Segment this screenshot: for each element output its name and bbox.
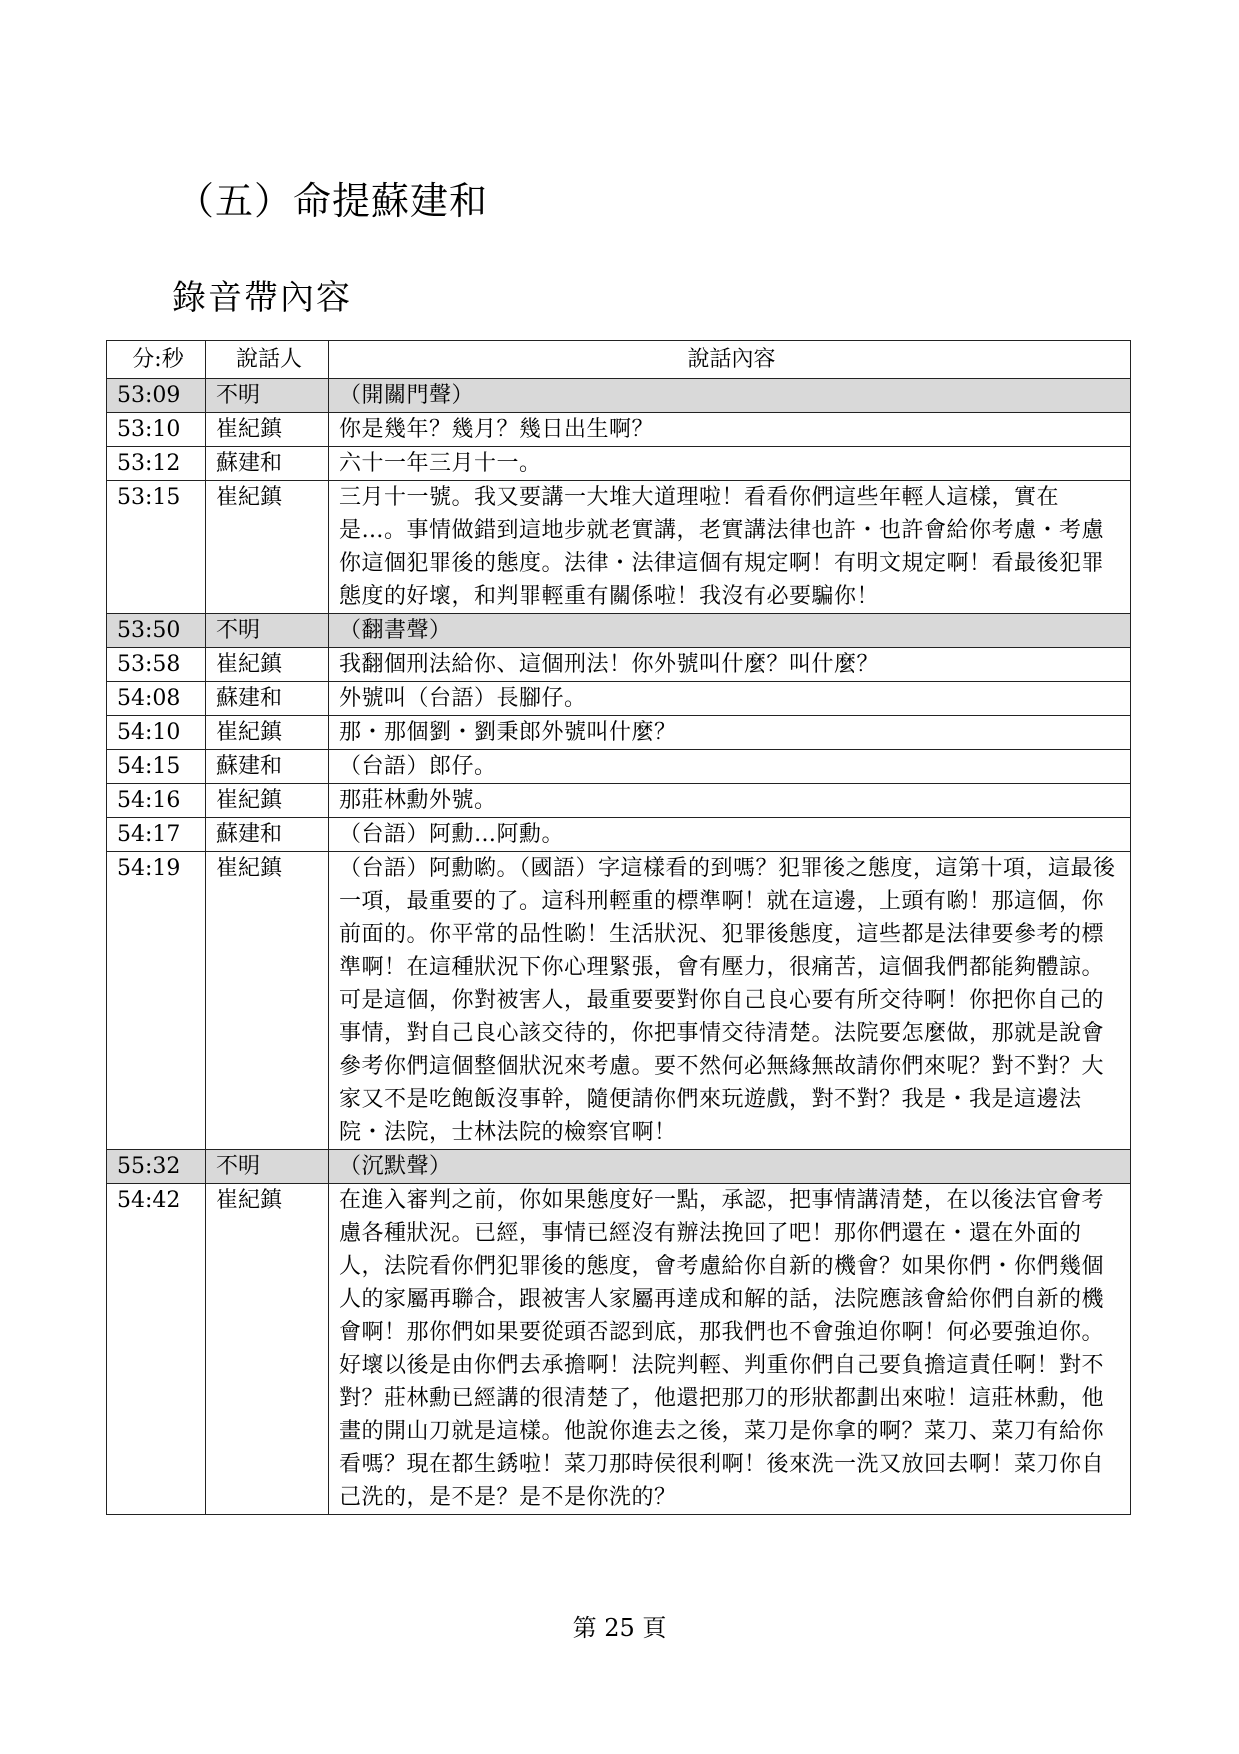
- transcript-body: [107, 379, 1131, 1515]
- row-speaker: 不明: [206, 1150, 329, 1184]
- header-speaker: 說話人: [206, 341, 329, 379]
- row-speaker: 崔紀鎮: [206, 481, 329, 614]
- row-speaker: 崔紀鎮: [206, 413, 329, 447]
- row-speaker: 崔紀鎮: [206, 852, 329, 1150]
- row-speaker: 蘇建和: [206, 682, 329, 716]
- row-time: 53:10: [107, 413, 206, 447]
- row-time: 54:08: [107, 682, 206, 716]
- table-row: [107, 413, 1131, 447]
- table-row: [107, 750, 1131, 784]
- row-speaker: 蘇建和: [206, 818, 329, 852]
- row-speaker: 蘇建和: [206, 750, 329, 784]
- transcript-table: [106, 340, 1131, 1515]
- row-content: 那莊林勳外號。: [329, 784, 1131, 818]
- row-content: （台語）郎仔。: [329, 750, 1131, 784]
- row-speaker: 崔紀鎮: [206, 648, 329, 682]
- row-content: 三月十一號。我又要講一大堆大道理啦！看看你們這些年輕人這樣，實在是…。事情做錯到這地步就老實講，老實講法律也許・也許會給你考慮・考慮你這個犯罪後的態度。法律・法律這個有規定啊！有明文規定啊！看最後犯罪態度的好壞，和判罪輕重有關係啦！我沒有必要騙你！: [329, 481, 1131, 614]
- table-header-row: [107, 341, 1131, 379]
- table-row: [107, 682, 1131, 716]
- row-content: 在進入審判之前，你如果態度好一點，承認，把事情講清楚，在以後法官會考慮各種狀況。已經，事情已經沒有辦法挽回了吧！那你們還在・還在外面的人，法院看你們犯罪後的態度，會考慮給你自新的機會？如果你們・你們幾個人的家屬再聯合，跟被害人家屬再達成和解的話，法院應該會給你們自新的機會啊！那你們如果要從頭否認到底，那我們也不會強迫你啊！何必要強迫你。好壞以後是由你們去承擔啊！法院判輕、判重你們自己要負擔這責任啊！對不對？莊林勳已經講的很清楚了，他還把那刀的形狀都劃出來啦！這莊林勳，他畫的開山刀就是這樣。他說你進去之後，菜刀是你拿的啊？菜刀、菜刀有給你看嗎？現在都生銹啦！菜刀那時侯很利啊！後來洗一洗又放回去啊！菜刀你自己洗的，是不是？是不是你洗的？: [329, 1184, 1131, 1515]
- row-content: （台語）阿勳…阿勳。: [329, 818, 1131, 852]
- row-speaker: 不明: [206, 614, 329, 648]
- row-time: 54:10: [107, 716, 206, 750]
- row-content: （沉默聲）: [329, 1150, 1131, 1184]
- table-row: [107, 1150, 1131, 1184]
- row-content: 六十一年三月十一。: [329, 447, 1131, 481]
- row-time: 55:32: [107, 1150, 206, 1184]
- row-speaker: 不明: [206, 379, 329, 413]
- row-time: 53:58: [107, 648, 206, 682]
- row-content: 外號叫（台語）長腳仔。: [329, 682, 1131, 716]
- row-content: 那・那個劉・劉秉郎外號叫什麼？: [329, 716, 1131, 750]
- row-time: 54:15: [107, 750, 206, 784]
- table-row: [107, 481, 1131, 614]
- row-time: 54:19: [107, 852, 206, 1150]
- row-time: 54:42: [107, 1184, 206, 1515]
- row-speaker: 崔紀鎮: [206, 784, 329, 818]
- page-number: 第 25 頁: [572, 1614, 667, 1642]
- table-row: [107, 818, 1131, 852]
- table-row: [107, 852, 1131, 1150]
- section-title: （五）命提蘇建和: [176, 179, 489, 223]
- row-content: （開關門聲）: [329, 379, 1131, 413]
- row-speaker: 崔紀鎮: [206, 1184, 329, 1515]
- header-content: 說話內容: [329, 341, 1131, 379]
- row-content: 我翻個刑法給你、這個刑法！你外號叫什麼？叫什麼？: [329, 648, 1131, 682]
- row-time: 53:09: [107, 379, 206, 413]
- table-row: [107, 447, 1131, 481]
- row-speaker: 蘇建和: [206, 447, 329, 481]
- row-time: 53:15: [107, 481, 206, 614]
- row-time: 53:50: [107, 614, 206, 648]
- table-row: [107, 1184, 1131, 1515]
- row-content: （翻書聲）: [329, 614, 1131, 648]
- row-speaker: 崔紀鎮: [206, 716, 329, 750]
- row-content: 你是幾年？幾月？幾日出生啊？: [329, 413, 1131, 447]
- table-row: [107, 716, 1131, 750]
- row-time: 54:17: [107, 818, 206, 852]
- row-time: 53:12: [107, 447, 206, 481]
- subtitle: 錄音帶內容: [172, 278, 352, 318]
- table-row: [107, 784, 1131, 818]
- table-row: [107, 379, 1131, 413]
- table-row: [107, 614, 1131, 648]
- table-row: [107, 648, 1131, 682]
- row-time: 54:16: [107, 784, 206, 818]
- row-content: （台語）阿勳喲。（國語）字這樣看的到嗎？犯罪後之態度，這第十項，這最後一項，最重要的了。這科刑輕重的標準啊！就在這邊，上頭有喲！那這個，你前面的。你平常的品性喲！生活狀況、犯罪後態度，這些都是法律要參考的標準啊！在這種狀況下你心理緊張，會有壓力，很痛苦，這個我們都能夠體諒。可是這個，你對被害人，最重要要對你自己良心要有所交待啊！你把你自己的事情，對自己良心該交待的，你把事情交待清楚。法院要怎麼做，那就是說會參考你們這個整個狀況來考慮。要不然何必無緣無故請你們來呢？對不對？大家又不是吃飽飯沒事幹，隨便請你們來玩遊戲，對不對？我是・我是這邊法院・法院，士林法院的檢察官啊！: [329, 852, 1131, 1150]
- header-time: 分:秒: [107, 341, 206, 379]
